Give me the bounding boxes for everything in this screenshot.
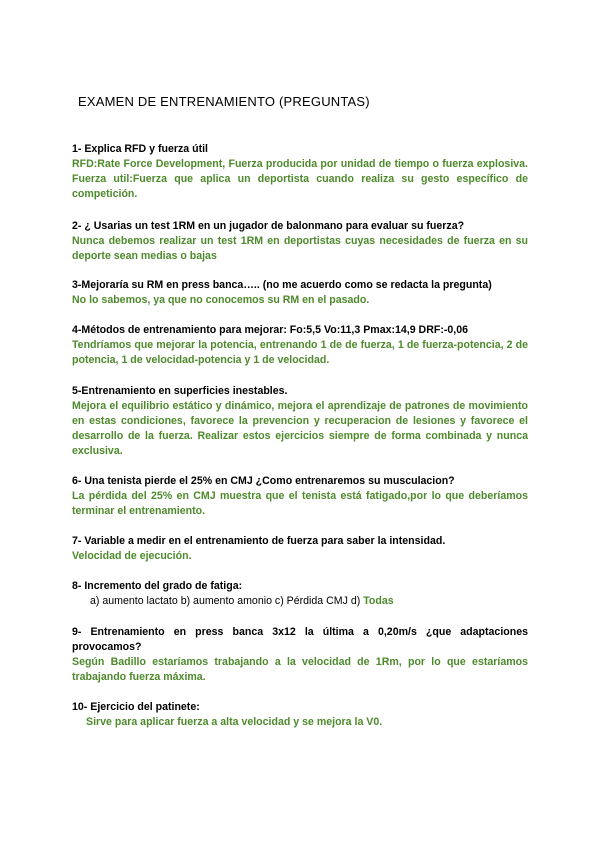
question-1 [72,142,528,202]
question-text: 3-Mejoraría su RM en press banca….. (no me acuerdo como se redacta la pregunta) [72,279,492,291]
question-text: 6- Una tenista pierde el 25% en CMJ ¿Como entrenaremos su musculacion? [72,475,455,487]
question-7 [72,534,528,564]
question-text: 8- Incremento del grado de fatiga: [72,580,243,592]
question-text: 1- Explica RFD y fuerza útil [72,143,208,155]
answer-options [72,594,528,609]
question-5 [72,384,528,459]
answer-text: Mejora el equilibrio estático y dinámico, mejora el aprendizaje de patrones de movimiento en estas condiciones, favorece la prevencion y recuperacion de lesiones y favorece el desarrollo de la fuerza. Realizar estos ejercicios siempre de forma combinada y nunca exclusiva. [72,400,528,457]
answer-text: No lo sabemos, ya que no conocemos su RM en el pasado. [72,294,370,306]
question-text: 9- Entrenamiento en press banca 3x12 la última a 0,20m/s ¿que adaptaciones provocamos? [72,626,528,653]
question-text: 5-Entrenamiento en superficies inestables. [72,385,288,397]
question-text: 2- ¿ Usarias un test 1RM en un jugador de balonmano para evaluar su fuerza? [72,220,465,232]
answer-text: Velocidad de ejecución. [72,550,192,562]
answer-text: Sirve para aplicar fuerza a alta velocidad y se mejora la V0. [86,716,383,728]
question-10 [72,700,528,730]
question-9 [72,625,528,685]
options-text: a) aumento lactato b) aumento amonio c) Pérdida CMJ d) [90,595,361,607]
answer-text: La pérdida del 25% en CMJ muestra que el tenista está fatigado,por lo que deberíamos terminar el entrenamiento. [72,490,528,517]
page-title: EXAMEN DE ENTRENAMIENTO (PREGUNTAS) [78,94,370,109]
answer-text: Según Badillo estaríamos trabajando a la velocidad de 1Rm, por lo que estaríamos trabajando fuerza máxima. [72,656,528,683]
correct-option: Todas [363,595,394,607]
question-2 [72,219,528,264]
answer-text: Nunca debemos realizar un test 1RM en deportistas cuyas necesidades de fuerza en su deporte sean medias o bajas [72,235,528,262]
question-text: 4-Métodos de entrenamiento para mejorar: Fo:5,5 Vo:11,3 Pmax:14,9 DRF:-0,06 [72,324,469,336]
question-text: 7- Variable a medir en el entrenamiento de fuerza para saber la intensidad. [72,535,446,547]
question-4 [72,323,528,368]
answer-text: RFD:Rate Force Development, Fuerza producida por unidad de tiempo o fuerza explosiva. Fuerza util:Fuerza que aplica un deportista cuando realiza su gesto específico de competición. [72,158,528,200]
question-3 [72,278,528,308]
answer-text: Tendríamos que mejorar la potencia, entrenando 1 de de fuerza, 1 de fuerza-potencia, 2 de potencia, 1 de velocidad-potencia y 1 de velocidad. [72,339,528,366]
question-text: 10- Ejercicio del patinete: [72,701,200,713]
question-6 [72,474,528,519]
question-8 [72,579,528,609]
